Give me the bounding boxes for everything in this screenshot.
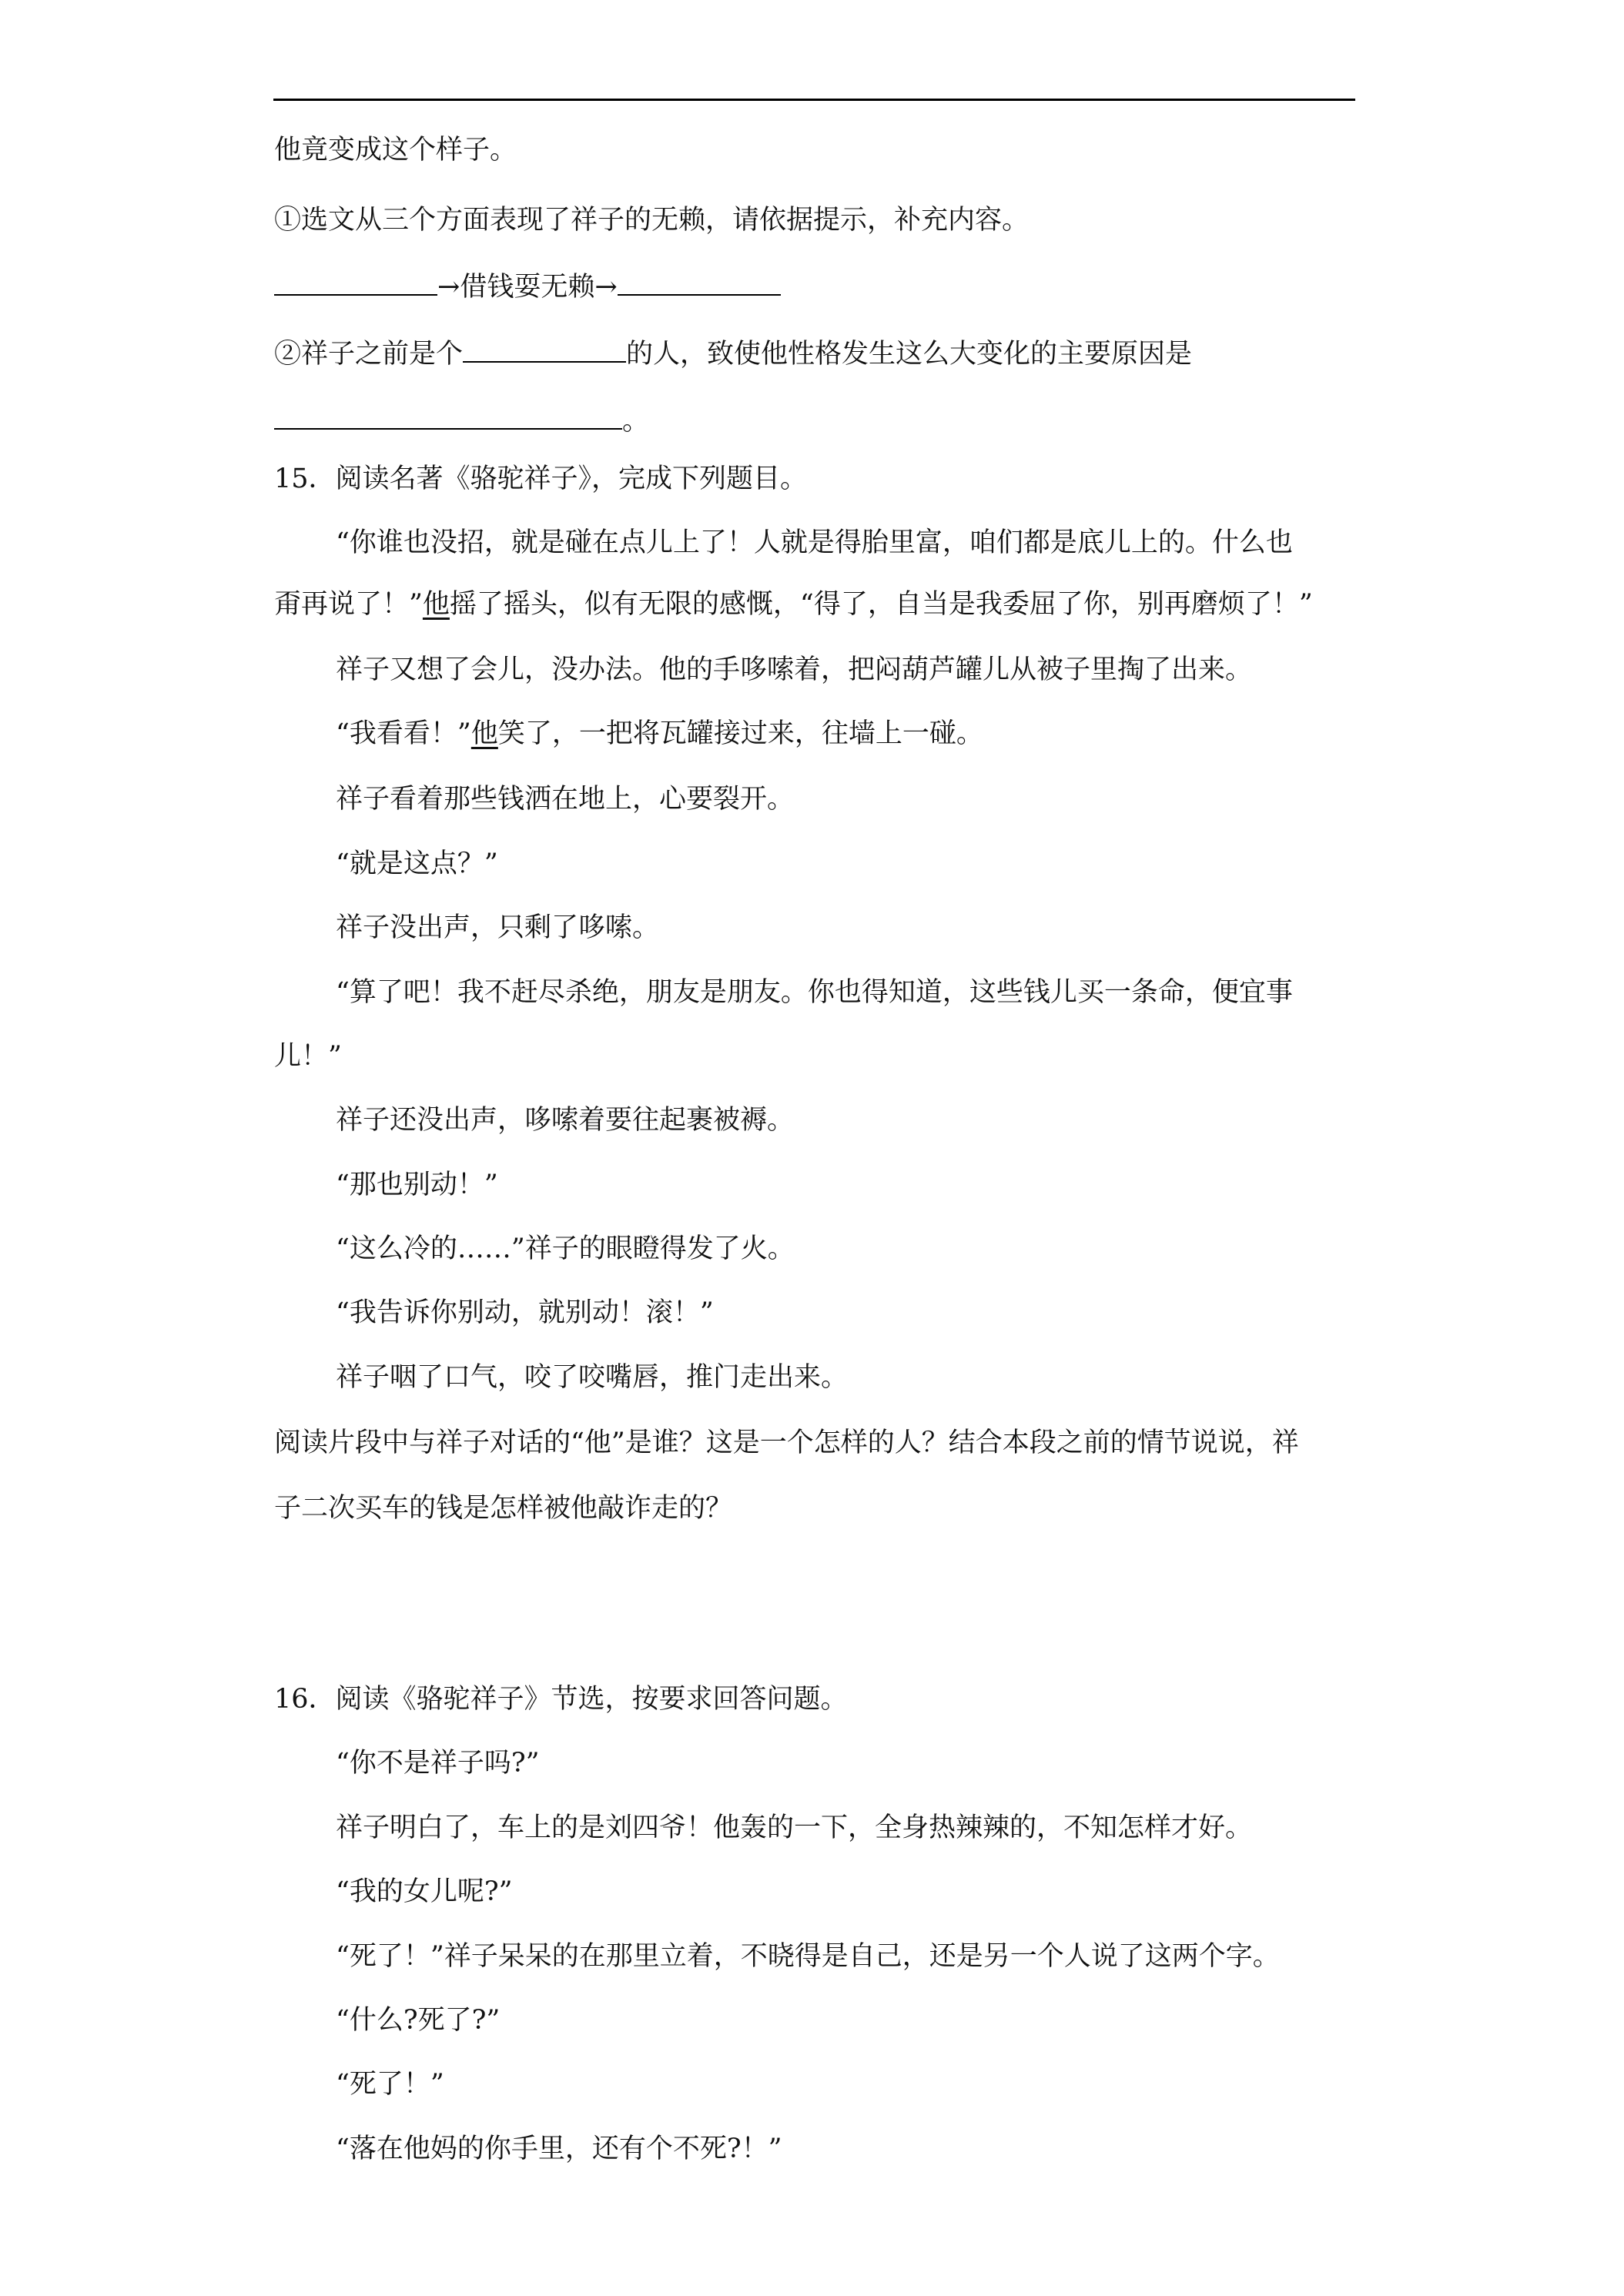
header-rule bbox=[273, 99, 1355, 101]
q14-continuation: 他竟变成这个样子。 bbox=[274, 135, 517, 166]
q15-p8: 祥子还没出声，哆嗦着要往起裹被褥。 bbox=[336, 1105, 795, 1136]
q15-p5: “就是这点？” bbox=[336, 848, 498, 879]
answer-blank[interactable] bbox=[618, 271, 781, 296]
q14-fill-middle: →借钱耍无赖→ bbox=[437, 272, 618, 303]
q15-question-line2: 子二次买车的钱是怎样被他敲诈走的？ bbox=[274, 1493, 733, 1524]
q14-sub2-after: 的人，致使他性格发生这么大变化的主要原因是 bbox=[626, 339, 1193, 370]
q16-p3: “我的女儿呢?” bbox=[336, 1876, 513, 1907]
q15-p1-line2 bbox=[274, 587, 1313, 621]
q15-p3 bbox=[336, 717, 983, 751]
q16-p4: “死了！”祥子呆呆的在那里立着，不晓得是自己，还是另一个人说了这两个字。 bbox=[336, 1941, 1280, 1972]
q16-p6: “死了！” bbox=[336, 2069, 444, 2100]
q15-p7-line2: 儿！” bbox=[274, 1041, 342, 1072]
q15-p4: 祥子看着那些钱洒在地上，心要裂开。 bbox=[336, 784, 795, 815]
answer-blank[interactable] bbox=[274, 271, 437, 296]
q14-fill-row bbox=[274, 270, 781, 304]
q16-p5: “什么?死了?” bbox=[336, 2005, 501, 2036]
q16-p1: “你不是祥子吗?” bbox=[336, 1748, 540, 1779]
q15-p1-line2-b: 摇了摇头，似有无限的感慨，“得了，自当是我委屈了你，别再磨烦了！” bbox=[449, 589, 1313, 620]
q14-sub2-end bbox=[274, 404, 649, 438]
q15-p1-line2-a: 甭再说了！” bbox=[274, 589, 423, 620]
q15-p12: 祥子咽了口气，咬了咬嘴唇，推门走出来。 bbox=[336, 1362, 849, 1393]
q14-sub2-before: ②祥子之前是个 bbox=[274, 339, 464, 370]
q15-heading: 15．阅读名著《骆驼祥子》，完成下列题目。 bbox=[274, 464, 808, 494]
q16-heading: 16．阅读《骆驼祥子》节选，按要求回答问题。 bbox=[274, 1684, 848, 1715]
q16-p7: “落在他妈的你手里，还有个不死?！” bbox=[336, 2134, 782, 2164]
answer-blank[interactable] bbox=[274, 405, 622, 430]
q14-sub2 bbox=[274, 337, 1192, 371]
q15-p1-line1: “你谁也没招，就是碰在点儿上了！人就是得胎里富，咱们都是底儿上的。什么也 bbox=[336, 527, 1293, 558]
q15-p6: 祥子没出声，只剩了哆嗦。 bbox=[336, 912, 660, 943]
q15-p2: 祥子又想了会儿，没办法。他的手哆嗦着，把闷葫芦罐儿从被子里掏了出来。 bbox=[336, 654, 1253, 685]
q16-p2: 祥子明白了，车上的是刘四爷！他轰的一下，全身热辣辣的，不知怎样才好。 bbox=[336, 1812, 1253, 1843]
answer-blank[interactable] bbox=[463, 338, 626, 363]
q15-p11: “我告诉你别动，就别动！滚！” bbox=[336, 1297, 714, 1328]
q15-question-line1: 阅读片段中与祥子对话的“他”是谁？这是一个怎样的人？结合本段之前的情节说说，祥 bbox=[274, 1427, 1299, 1458]
q14-end-period: 。 bbox=[622, 406, 650, 437]
q15-p9: “那也别动！” bbox=[336, 1170, 498, 1200]
q15-underlined-he: 他 bbox=[422, 589, 450, 620]
q15-p3-b: 笑了，一把将瓦罐接过来，往墙上一碰。 bbox=[497, 718, 983, 749]
q15-p3-a: “我看看！” bbox=[336, 718, 471, 749]
q14-sub1-prompt: ①选文从三个方面表现了祥子的无赖，请依据提示，补充内容。 bbox=[274, 205, 1030, 236]
q15-p7-line1: “算了吧！我不赶尽杀绝，朋友是朋友。你也得知道，这些钱儿买一条命，便宜事 bbox=[336, 977, 1293, 1008]
q15-underlined-he-2: 他 bbox=[470, 718, 498, 749]
q15-p10: “这么冷的……”祥子的眼瞪得发了火。 bbox=[336, 1233, 795, 1264]
